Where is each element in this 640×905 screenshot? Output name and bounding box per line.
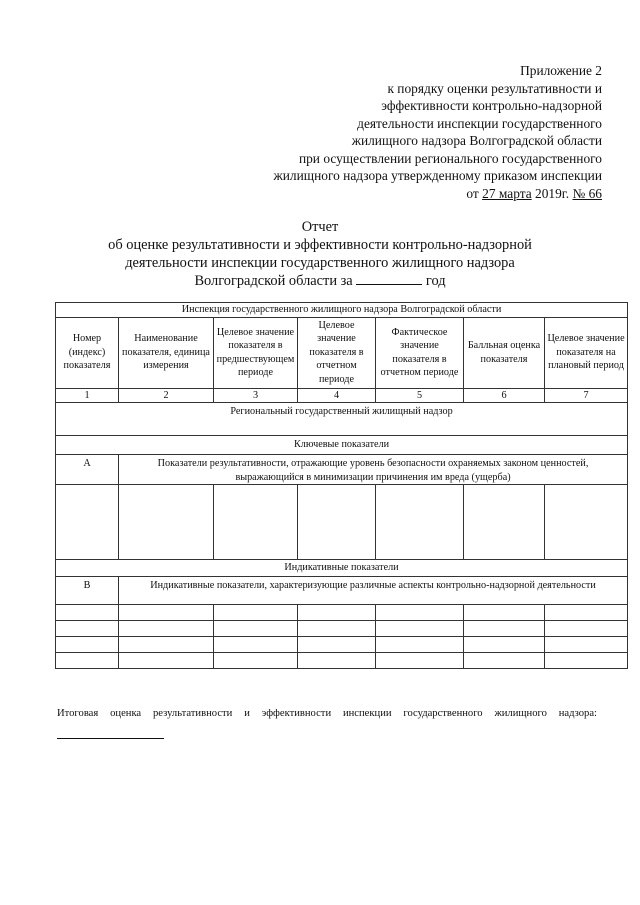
table-row [56,485,628,560]
empty-cell [56,653,119,669]
column-number: 4 [298,388,376,403]
empty-cell [214,653,298,669]
section-indicative: Индикативные показатели [56,560,628,577]
appendix-line: жилищного надзора утвержденному приказом инспекции [273,168,602,183]
empty-cell [298,621,376,637]
final-assessment-blank-line [57,738,164,739]
column-number: 6 [464,388,545,403]
empty-cell [464,653,545,669]
org-header-cell: Инспекция государственного жилищного надзора Волгоградской области [56,303,628,318]
section-regional-label: Региональный государственный жилищный надзор [230,406,453,417]
empty-cell [464,637,545,653]
title-line-period [0,272,640,290]
empty-cell [214,621,298,637]
column-number: 2 [119,388,214,403]
empty-cell [464,485,545,560]
column-number: 1 [56,388,119,403]
empty-cell [545,605,628,621]
row-b-index: В [56,577,119,605]
empty-cell [464,605,545,621]
row-a-index: А [56,455,119,485]
empty-cell [119,485,214,560]
title-period-prefix: Волгоградской области за [194,273,353,289]
empty-cell [119,653,214,669]
column-header: Номер (индекс) показателя [56,317,119,388]
column-header: Целевое значение показателя в отчетном периоде [298,317,376,388]
order-prefix: от [466,185,483,201]
appendix-line: деятельности инспекции государственного [357,115,602,131]
title-heading: Отчет [301,219,339,235]
empty-cell [298,605,376,621]
empty-cell [214,637,298,653]
order-year: 2019г. [531,185,573,201]
order-date: 27 марта [482,185,532,201]
table-row [56,621,628,637]
section-key-indicators: Ключевые показатели [56,436,628,455]
table-row [56,637,628,653]
title-line: деятельности инспекции государственного жилищного надзора [125,255,515,271]
appendix-block [274,62,602,202]
empty-cell [214,485,298,560]
year-blank-field [356,273,422,285]
column-header: Балльная оценка показателя [464,317,545,388]
row-a-text: Показатели результативности, отражающие уровень безопасности охраняемых законом ценностей, выражающийся в минимизации причинения им вреда (ущерба) [157,458,589,483]
empty-cell [298,653,376,669]
row-b-description [119,577,628,605]
table-row [56,605,628,621]
empty-cell [376,605,464,621]
column-number: 5 [376,388,464,403]
empty-cell [56,605,119,621]
appendix-line: при осуществлении регионального государственного [298,150,602,166]
empty-cell [376,621,464,637]
order-reference [274,185,602,203]
empty-cell [214,605,298,621]
table-row [56,653,628,669]
order-number: № 66 [572,185,602,201]
report-table [55,302,628,669]
column-header: Наименование показателя, единица измерения [119,317,214,388]
empty-cell [376,485,464,560]
report-title [0,218,640,290]
empty-cell [545,637,628,653]
title-period-suffix: год [425,273,446,289]
empty-cell [56,485,119,560]
empty-cell [545,485,628,560]
row-b-text: Индикативные показатели, характеризующие различные аспекты контрольно-надзорной деятельности [150,580,596,591]
appendix-line: Приложение 2 [520,63,602,78]
column-number: 3 [214,388,298,403]
empty-cell [119,621,214,637]
empty-cell [298,485,376,560]
empty-cell [376,637,464,653]
title-line: об оценке результативности и эффективности контрольно-надзорной [108,237,532,253]
appendix-line: жилищного надзора Волгоградской области [351,133,602,148]
empty-cell [376,653,464,669]
final-assessment-label: Итоговая оценка результативности и эффективности инспекции государственного жилищного надзора: [57,708,597,719]
row-a-description [119,455,628,485]
column-number: 7 [545,388,628,403]
empty-cell [119,605,214,621]
empty-cell [119,637,214,653]
empty-cell [545,653,628,669]
column-header: Фактическое значение показателя в отчетном периоде [376,317,464,388]
appendix-line: эффективности контрольно-надзорной [381,98,602,113]
empty-cell [56,637,119,653]
appendix-line: к порядку оценки результативности и [387,80,602,96]
section-regional [56,403,628,436]
empty-cell [545,621,628,637]
empty-cell [298,637,376,653]
column-header: Целевое значение показателя в предшествующем периоде [214,317,298,388]
empty-cell [464,621,545,637]
empty-cell [56,621,119,637]
column-header: Целевое значение показателя на плановый период [545,317,628,388]
